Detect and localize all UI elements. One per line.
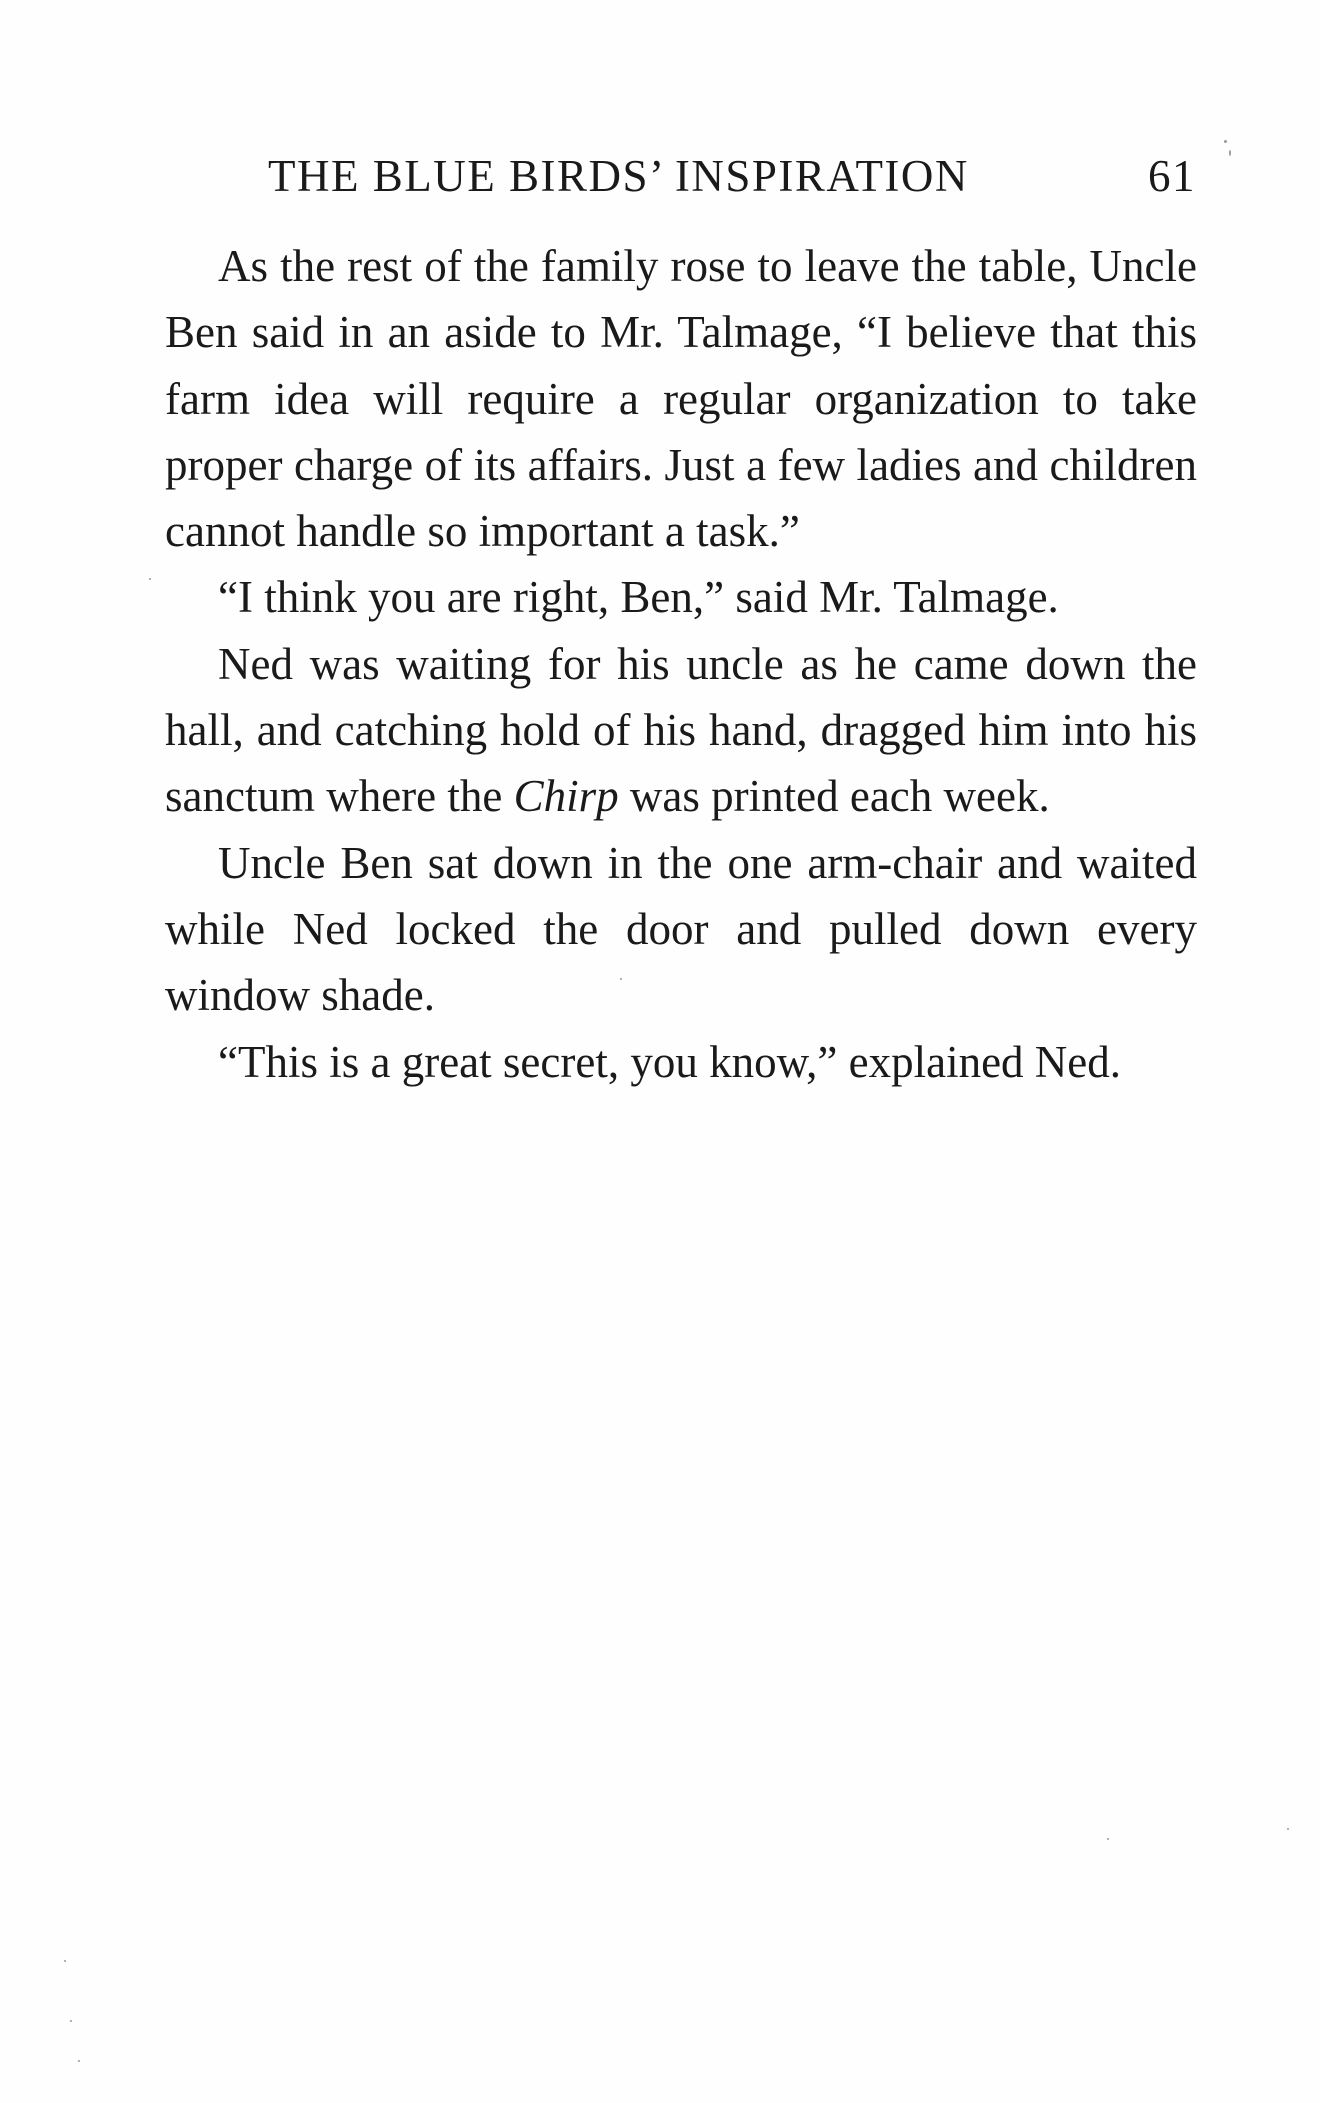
scan-speck <box>149 578 151 580</box>
scan-speck <box>78 2060 80 2062</box>
page-number: 61 <box>1148 151 1196 201</box>
paragraph-4: Uncle Ben sat down in the one arm-chair and waited while Ned locked the door and pulled down every window shade. <box>165 837 1197 1021</box>
scan-speck <box>620 978 622 980</box>
scan-speck <box>1229 150 1231 156</box>
paragraph-3 <box>165 631 1197 830</box>
scan-speck <box>1107 1838 1109 1840</box>
paragraph-2: “I think you are right, Ben,” said Mr. Talmage. <box>218 572 1059 623</box>
scan-speck <box>1224 140 1227 143</box>
running-title: THE BLUE BIRDS’ INSPIRATION <box>268 151 969 201</box>
paragraph-1: As the rest of the family rose to leave the table, Uncle Ben said in an aside to Mr. Talmage, “I believe that this farm idea will require a regular organization to take proper charge of its affairs. Just a few ladies and children cannot handle so important a task.” <box>165 241 1197 557</box>
scan-speck <box>1287 1828 1289 1830</box>
running-head <box>268 146 1196 206</box>
paragraph-3-text-after: was printed each week. <box>618 771 1050 822</box>
scan-speck <box>64 1960 66 1962</box>
newspaper-title-chirp: Chirp <box>513 771 619 822</box>
paragraph-3-text-before: Ned was waiting for his uncle as he came down the hall, and catching hold of his hand, dragged him into his sanctum where the <box>165 638 1197 822</box>
body-text <box>165 233 1197 1095</box>
scan-speck <box>70 2020 72 2022</box>
paragraph-5: “This is a great secret, you know,” explained Ned. <box>218 1036 1122 1087</box>
